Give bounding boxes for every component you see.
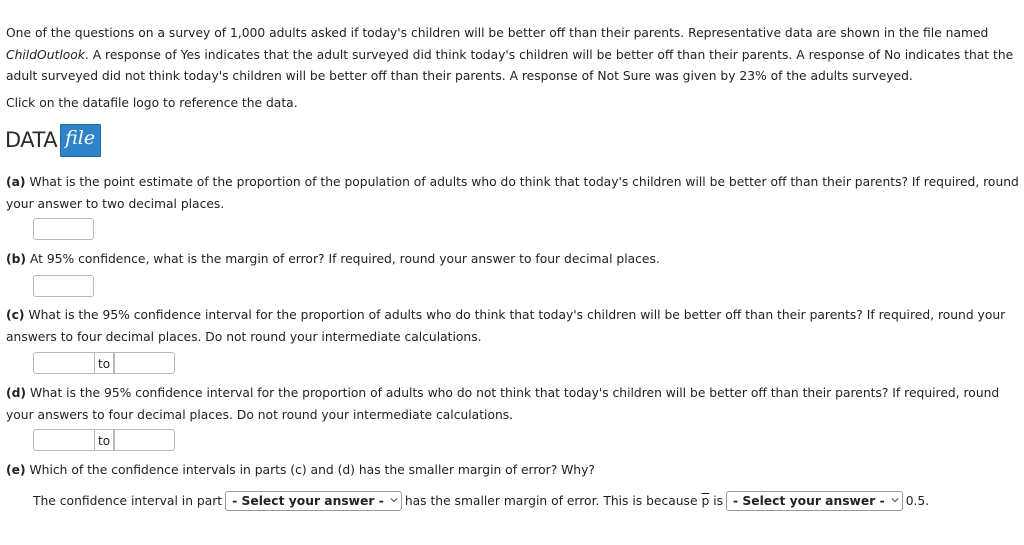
question-c: [6, 305, 1020, 348]
answer-d-upper-input[interactable]: [114, 429, 175, 451]
answer-e-select-comparison[interactable]: [726, 491, 903, 511]
problem-intro: [6, 23, 1014, 88]
question-d-text: What is the 95% confidence interval for the proportion of adults who do not think that today's children will be better off than their parents? If required, round your answers to four decimal places. Do not round your intermediate calculations.: [6, 386, 1000, 422]
click-instruction: Click on the datafile logo to reference the data.: [6, 96, 298, 110]
answer-e-sentence-end: 0.5.: [905, 494, 930, 508]
question-b-label: (b): [6, 252, 27, 266]
question-a-text: What is the point estimate of the proportion of the population of adults who do think that today's children will be better off than their parents? If required, round your answer to two decimal places.: [6, 175, 1019, 211]
chevron-down-icon: [891, 496, 899, 504]
answer-c-to-label: to: [94, 352, 114, 374]
question-d: [6, 383, 1020, 426]
answer-e-sentence: [33, 490, 929, 512]
chevron-down-icon: [390, 496, 398, 504]
answer-b-input[interactable]: [33, 275, 94, 297]
answer-a-input[interactable]: [33, 218, 94, 240]
p-bar-symbol: $\overline{p}$: [701, 494, 710, 508]
logo-file-text: file: [60, 124, 101, 157]
question-e-text: Which of the confidence intervals in parts (c) and (d) has the smaller margin of error? Why?: [29, 463, 595, 477]
answer-e-sentence-mid: has the smaller margin of error. This is because: [404, 494, 698, 508]
question-b-text: At 95% confidence, what is the margin of error? If required, round your answer to four decimal places.: [29, 252, 660, 266]
intro-text-1: One of the questions on a survey of 1,000 adults asked if today's children will be better off than their parents. Representative data are shown in the file named: [6, 26, 989, 40]
question-c-label: (c): [6, 308, 25, 322]
question-a: [6, 172, 1020, 215]
logo-data-text: DATA: [5, 128, 58, 152]
answer-e-select-interval-value: - Select your answer -: [232, 494, 384, 508]
datafile-logo[interactable]: [5, 124, 101, 156]
answer-d-to-label: to: [94, 429, 114, 451]
answer-c-upper-input[interactable]: [114, 352, 175, 374]
question-e-label: (e): [6, 463, 26, 477]
answer-e-sentence-start: The confidence interval in part: [33, 494, 223, 508]
question-e: [6, 460, 1020, 482]
question-d-label: (d): [6, 386, 27, 400]
answer-e-select-comparison-value: - Select your answer -: [733, 494, 885, 508]
intro-text-2: . A response of Yes indicates that the adult surveyed did think today's children will be better off than their parents. A response of No indicates that the adult surveyed did not think today's children will be better off than their parents. A response of Not Sure was given by 23% of the adults surveyed.: [6, 47, 1014, 83]
answer-d-lower-input[interactable]: [33, 429, 95, 451]
answer-e-select-interval[interactable]: [225, 491, 402, 511]
answer-e-is: is: [713, 494, 724, 508]
question-a-label: (a): [6, 175, 26, 189]
data-file-name: ChildOutlook: [6, 47, 85, 62]
question-c-text: What is the 95% confidence interval for the proportion of adults who do think that today's children will be better off than their parents? If required, round your answers to four decimal places. Do not round your intermediate calculations.: [6, 308, 1006, 344]
answer-c-lower-input[interactable]: [33, 352, 95, 374]
question-b: [6, 249, 1020, 271]
